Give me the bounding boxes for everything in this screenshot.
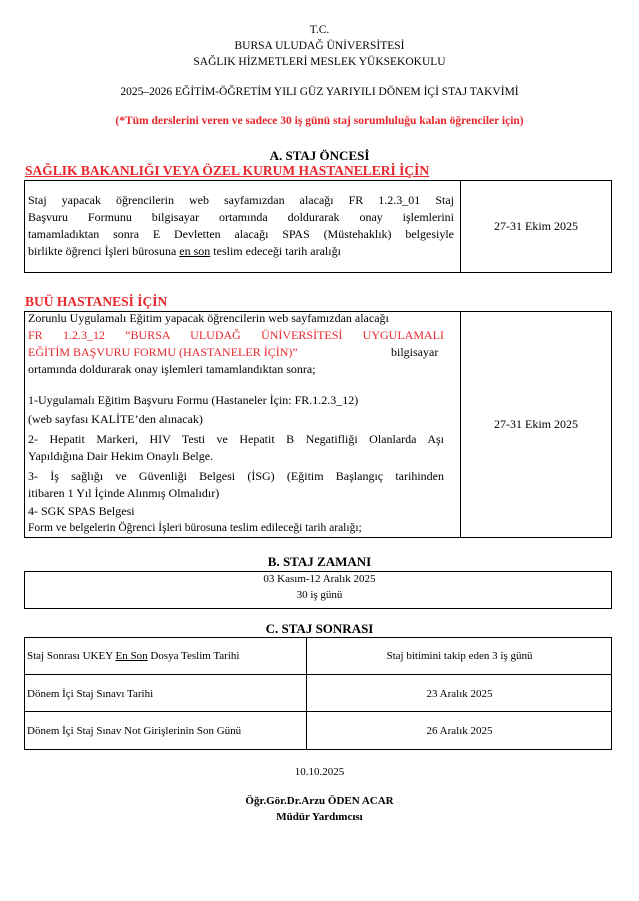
item-4-number: 4 [28,504,34,518]
document-date: 10.10.2025 [294,766,345,778]
buu-form-line-1: FR 1.2.3_12 “BURSA ULUDAĞ ÜNİVERSİTESİ UYGULAMALI [28,328,444,342]
saglik-date: 27-31 Ekim 2025 [494,219,578,233]
item-2-text: - Hepatit Markeri, HIV Testi ve Hepatit B Negatifliği Olanlarda Aşı [34,432,444,446]
row-exam-value: 23 Aralık 2025 [426,688,493,700]
item-1-number: 1 [28,393,34,407]
signatory-name: Öğr.Gör.Dr.Arzu ÖDEN ACAR [245,795,394,807]
buu-intro: Zorunlu Uygulamalı Eğitim yapacak öğrencilerin web sayfamızdan alacağı [28,311,389,325]
section-c-title: C. STAJ SONRASI [265,621,374,636]
calendar-title: 2025–2026 EĞİTİM-ÖĞRETİM YILI GÜZ YARIYILI DÖNEM İÇİ STAJ TAKVİMİ [120,86,519,98]
header-school: SAĞLIK HİZMETLERİ MESLEK YÜKSEKOKULU [193,56,446,68]
row-grades-label: Dönem İçi Staj Sınav Not Girişlerinin Son Günü [27,725,242,737]
staj-duration: 30 iş günü [296,589,343,601]
item-2-number: 2 [28,432,34,446]
buu-item-1-sub: (web sayfası KALİTE’den alınacak) [28,412,203,426]
row-divider-1 [24,674,612,675]
row-ukey-en-son: En Son [115,650,148,662]
buu-item-3 [28,468,444,485]
buu-item-1 [28,392,358,409]
buu-item-3-sub: itibaren 1 Yıl İçinde Alınmış Olmalıdır) [28,486,220,500]
row-divider-2 [24,711,612,712]
item-3-text: - İş sağlığı ve Güvenliği Belgesi (İSG) (Eğitim Başlangıç tarihinden [34,469,444,483]
row-ukey-label [27,648,239,665]
saglik-heading: SAĞLIK BAKANLIĞI VEYA ÖZEL KURUM HASTANELERİ İÇİN [25,163,430,178]
header-university: BURSA ULUDAĞ ÜNİVERSİTESİ [234,40,405,52]
item-4-text: - SGK SPAS Belgesi [34,504,135,518]
row-ukey-value: Staj bitimini takip eden 3 iş günü [386,650,533,662]
row-ukey-pre: Staj Sonrası UKEY [27,650,116,662]
saglik-line-1: Staj yapacak öğrencilerin web sayfamızdan alacağı FR 1.2.3_01 Staj [28,193,454,207]
eligibility-note: (*Tüm derslerini veren ve sadece 30 iş günü staj sorumluluğu kalan öğrenciler için) [115,115,524,127]
item-3-number: 3 [28,469,34,483]
saglik-line-4-pre: birlikte öğrenci İşleri bürosuna [28,244,180,258]
buu-heading: BUÜ HASTANESİ İÇİN [25,294,168,309]
saglik-line-3: tamamladıktan sonra E Devletten alacağı SPAS (Müstehaklık) belgesiyle [28,227,454,241]
saglik-line-2: Başvuru Formunu bilgisayar ortamında doldurarak onay işlemlerini [28,210,454,224]
row-grades-value: 26 Aralık 2025 [426,725,493,737]
section-b-title: B. STAJ ZAMANI [267,554,372,569]
section-a-title: A. STAJ ÖNCESİ [269,148,370,163]
buu-item-4 [28,503,135,520]
staj-dates: 03 Kasım-12 Aralık 2025 [263,573,376,585]
item-1-text: -Uygulamalı Eğitim Başvuru Formu (Hastaneler İçin: FR.1.2.3_12) [34,393,359,407]
row-exam-label: Dönem İçi Staj Sınavı Tarihi [27,688,154,700]
buu-after-form: bilgisayar [391,345,439,359]
buu-item-2-sub: Yapıldığına Dair Hekim Onaylı Belge. [28,449,214,463]
saglik-en-son: en son [179,244,211,258]
buu-intro-end: ortamında doldurarak onay işlemleri tamamlandıktan sonra; [28,362,316,376]
buu-form-line-2: EĞİTİM BAŞVURU FORMU (HASTANELER İÇİN)” [28,345,298,359]
row-ukey-post: Dosya Teslim Tarihi [147,650,240,662]
buu-item-4-sub: Form ve belgelerin Öğrenci İşleri bürosuna teslim edileceği tarih aralığı; [28,522,362,534]
buu-item-2 [28,431,444,448]
saglik-line-4 [28,243,341,260]
signatory-role: Müdür Yardımcısı [276,811,363,823]
buu-date: 27-31 Ekim 2025 [494,417,578,431]
saglik-line-4-post: teslim edeceği tarih aralığı [210,244,341,258]
header-tc: T.C. [309,24,330,36]
